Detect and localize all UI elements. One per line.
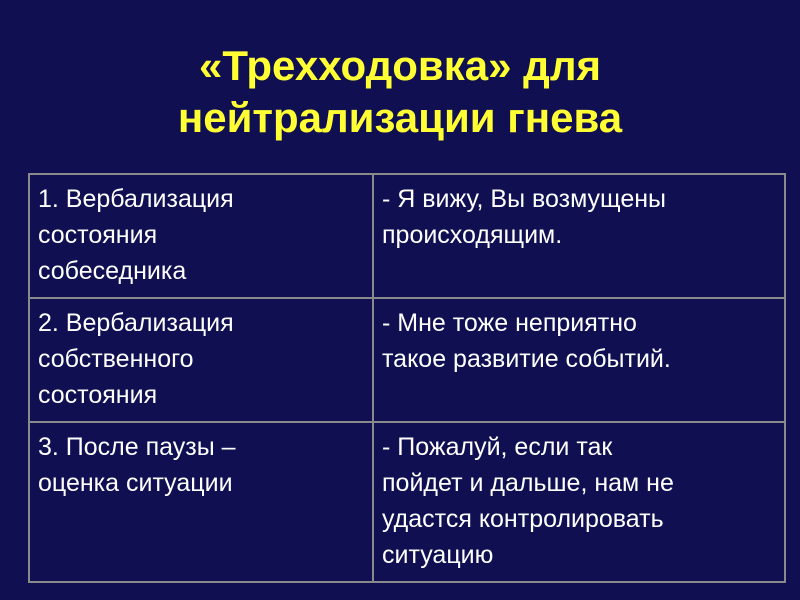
example-text-line: - Пожалуй, если так (382, 433, 613, 461)
title-line-2: нейтрализации гнева (177, 94, 623, 141)
example-text-line: удастся контролировать (382, 505, 664, 533)
step-text-line: состояния (38, 221, 158, 249)
example-text-line: происходящим. (382, 221, 563, 249)
step-text-line: собственного (38, 345, 194, 373)
example-text-line: - Мне тоже неприятно (382, 309, 637, 337)
example-text-line: - Я вижу, Вы возмущены (382, 185, 667, 213)
step-cell (29, 422, 373, 582)
table-row (29, 298, 785, 422)
example-text-line: пойдет и дальше, нам не (382, 469, 674, 497)
example-cell (373, 298, 785, 422)
step-cell (29, 298, 373, 422)
steps-table (28, 173, 786, 583)
table-row (29, 174, 785, 298)
example-cell (373, 174, 785, 298)
slide-title (0, 40, 800, 144)
step-text-line: оценка ситуации (38, 469, 233, 497)
step-text-line: 3. После паузы – (38, 433, 236, 461)
table-row (29, 422, 785, 582)
example-text-line: такое развитие событий. (382, 345, 671, 373)
title-line-1: «Трехходовка» для (198, 42, 602, 89)
example-cell (373, 422, 785, 582)
step-text-line: состояния (38, 381, 158, 409)
step-cell (29, 174, 373, 298)
step-text-line: 2. Вербализация (38, 309, 234, 337)
step-text-line: 1. Вербализация (38, 185, 234, 213)
example-text-line: ситуацию (382, 541, 494, 569)
step-text-line: собеседника (38, 257, 187, 285)
